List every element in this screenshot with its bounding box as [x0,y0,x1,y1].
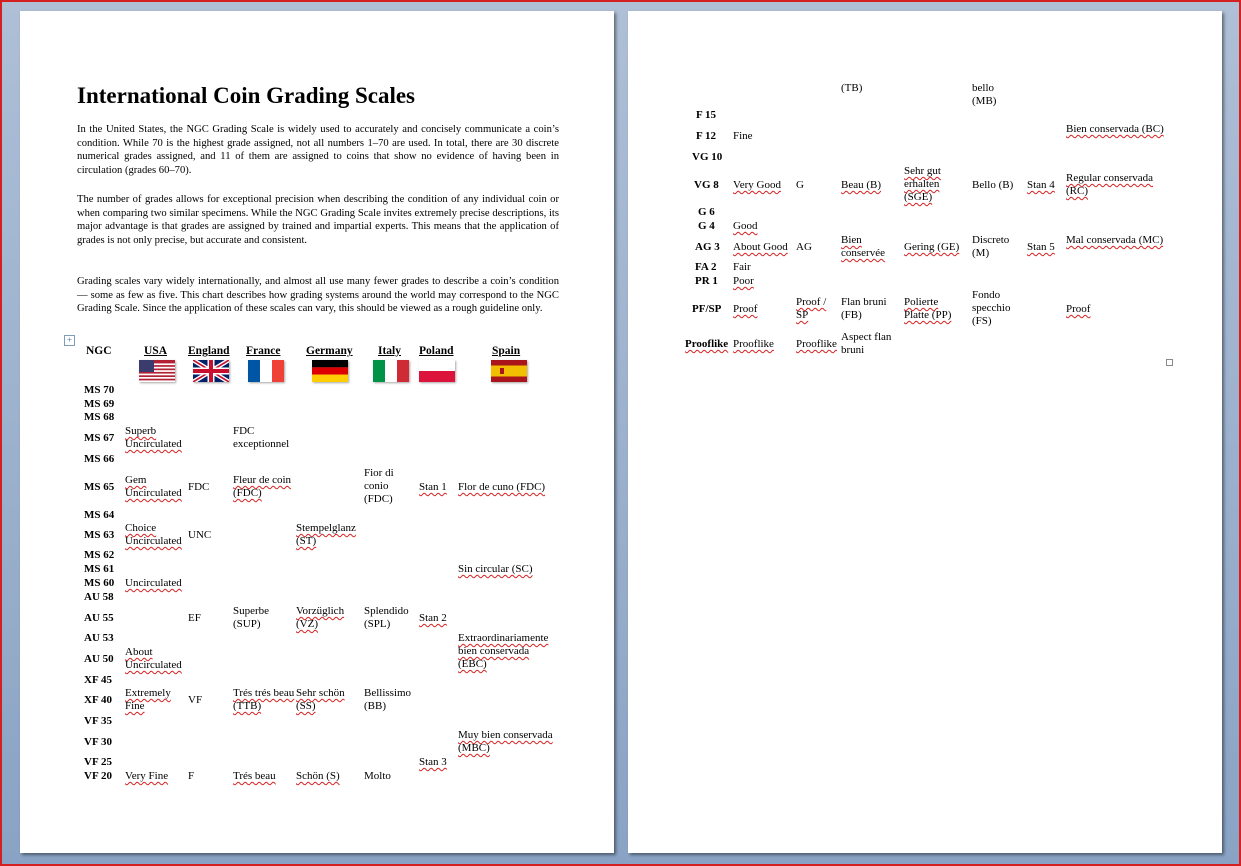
usa-flag-icon [139,360,175,382]
grade-fa2: FA 2 [695,261,717,273]
cell-ms67-usa: Superb Uncirculated [125,425,182,450]
header-ngc: NGC [86,345,112,357]
cell-xf40-italy: Bellissimo (BB) [364,687,412,712]
cell-cont-italy: bello (MB) [972,82,997,107]
move-handle-icon[interactable]: + [64,335,75,346]
header-spain: Spain [492,345,521,357]
cell-au55-germany: Vorzüglich (VZ) [296,605,345,630]
cell-vg8-england: G [796,179,804,191]
cell-ms65-poland: Stan 1 [419,481,447,493]
table-end-marker [1166,359,1173,366]
grade-vf20: VF 20 [84,770,113,782]
cell-ag3-usa: About Good [733,241,788,253]
grade-xf45: XF 45 [84,674,113,686]
cell-ms61-spain: Sin circular (SC) [458,563,533,575]
document-page-1 [20,11,614,853]
cell-au55-france: Superbe (SUP) [233,605,270,630]
cell-vf20-england: F [188,770,195,782]
cell-ms63-usa: Choice Uncirculated [125,522,182,547]
grade-g6: G 6 [698,206,715,218]
cell-prooflike-france: Aspect flan bruni [841,331,892,356]
grade-ag3: AG 3 [695,241,720,253]
header-italy: Italy [378,345,401,357]
cell-pfsp-italy: Fondo specchio (FS) [972,289,1011,327]
cell-au55-italy: Splendido (SPL) [364,605,409,630]
cell-ms65-spain: Flor de cuno (FDC) [458,481,546,493]
header-poland: Poland [419,345,454,357]
cell-ag3-france: Bien conservée [841,234,885,259]
grade-ms60: MS 60 [84,577,115,589]
cell-xf40-germany: Sehr schön (SS) [296,687,345,712]
cell-vf20-italy: Molto [364,770,391,782]
grade-ms63: MS 63 [84,529,115,541]
cell-f12-spain: Bien conservada (BC) [1066,123,1164,135]
grade-vg8: VG 8 [694,179,719,191]
grade-pfsp: PF/SP [692,303,722,315]
grade-xf40: XF 40 [84,694,113,706]
grade-vf25: VF 25 [84,756,113,768]
cell-vf20-france: Trés beau [233,770,276,782]
cell-g4-usa: Good [733,220,758,232]
spain-flag-icon [491,360,527,382]
grade-ms68: MS 68 [84,411,115,423]
cell-pfsp-usa: Proof [733,303,758,315]
cell-xf40-france: Trés trés beau (TTB) [233,687,295,712]
grade-prooflike: Prooflike [685,338,729,350]
cell-ms65-france: Fleur de coin (FDC) [233,474,292,499]
cell-ms67-france: FDC exceptionnel [233,425,290,450]
cell-au50-usa: About Uncirculated [125,646,182,671]
grade-ms69: MS 69 [84,398,115,410]
international-paragraph: Grading scales vary widely internationally, and almost all use many fewer grades to describe a coin’s condition — some as few as five. This chart describes how grading systems around the world may correspond to the NGC Grading Scale. Since the application of these scales can vary, this should be viewed as a rough guideline only. [77,276,559,315]
cell-vg8-spain: Regular conservada (RC) [1066,172,1154,197]
cell-vg8-italy: Bello (B) [972,179,1014,191]
cell-pfsp-germany: Polierte Platte (PP) [904,296,952,321]
grade-ms67: MS 67 [84,432,115,444]
header-usa: USA [144,345,168,357]
cell-pr1-usa: Poor [733,275,754,287]
uk-flag-icon [193,360,229,382]
cell-ms63-germany: Stempelglanz (ST) [296,522,356,547]
cell-f12-usa: Fine [733,130,753,142]
cell-ms63-england: UNC [188,529,212,541]
cell-ms60-usa: Uncirculated [125,577,182,589]
cell-au55-england: EF [188,612,201,624]
grade-g4: G 4 [698,220,715,232]
cell-ag3-italy: Discreto (M) [972,234,1010,259]
cell-vg8-germany: Sehr gut erhalten (SGE) [904,165,941,203]
grade-f15: F 15 [696,109,717,121]
cell-ag3-spain: Mal conservada (MC) [1066,234,1164,246]
document-title: International Coin Grading Scales [77,83,416,108]
grade-vf30: VF 30 [84,736,113,748]
cell-au53-spain: Extraordinariamente bien conservada (EBC) [458,632,549,670]
intro-paragraph: In the United States, the NGC Grading Scale is widely used to accurately and concisely communicate a coin’s condition. While 70 is the highest grade assigned, not all numbers 1–70 are used. In total, there are 30 discrete numerical grades assigned, and 11 of them are assigned to coins that show no evidence of having been in circulation (grades 60–70). [77,124,559,176]
cell-ag3-england: AG [796,241,812,253]
grade-f12: F 12 [696,130,717,142]
header-germany: Germany [306,345,353,357]
france-flag-icon [248,360,284,382]
grade-au50: AU 50 [84,653,114,665]
cell-ms65-italy: Fior di conio (FDC) [364,467,394,505]
precision-paragraph: The number of grades allows for exceptional precision when describing the condition of any individual coin or when comparing two similar specimens. While the NGC Grading Scale invites extremely precise descriptions, its major advantage is that grades are assigned by trained and impartial experts. This means that the application of grades is not only precise, but accurate and consistent. [77,194,559,246]
cell-ag3-poland: Stan 5 [1027,241,1055,253]
cell-vg8-poland: Stan 4 [1027,179,1055,191]
cell-vf30-spain: Muy bien conservada (MBC) [458,729,553,754]
cell-vg8-france: Beau (B) [841,179,882,191]
grade-au55: AU 55 [84,612,114,624]
grade-pr1: PR 1 [695,275,718,287]
cell-ms65-usa: Gem Uncirculated [125,474,182,499]
poland-flag-icon [419,360,455,382]
italy-flag-icon [373,360,409,382]
grade-ms70: MS 70 [84,384,115,396]
header-england: England [188,345,230,357]
grade-ms62: MS 62 [84,549,115,561]
cell-vf20-usa: Very Fine [125,770,169,782]
cell-cont-france: (TB) [841,82,863,94]
cell-pfsp-spain: Proof [1066,303,1091,315]
cell-pfsp-france: Flan bruni (FB) [841,296,887,321]
grade-ms64: MS 64 [84,509,115,521]
grade-ms66: MS 66 [84,453,115,465]
grade-vf35: VF 35 [84,715,113,727]
grade-ms65: MS 65 [84,481,115,493]
cell-fa2-usa: Fair [733,261,751,273]
grade-au58: AU 58 [84,591,114,603]
cell-prooflike-england: Prooflike [796,338,837,350]
document-page-2 [628,11,1222,853]
cell-vf20-germany: Schön (S) [296,770,340,782]
grade-ms61: MS 61 [84,563,115,575]
grade-au53: AU 53 [84,632,114,644]
cell-pfsp-england: Proof / SP [796,296,827,321]
cell-ag3-germany: Gering (GE) [904,241,960,253]
germany-flag-icon [312,360,348,382]
cell-prooflike-usa: Prooflike [733,338,774,350]
cell-au55-poland: Stan 2 [419,612,447,624]
cell-vf25-poland: Stan 3 [419,756,447,768]
cell-xf40-usa: Extremely Fine [125,687,171,712]
cell-vg8-usa: Very Good [733,179,781,191]
grade-vg10: VG 10 [692,151,723,163]
cell-xf40-england: VF [188,694,203,706]
header-france: France [246,345,281,357]
cell-ms65-england: FDC [188,481,210,493]
